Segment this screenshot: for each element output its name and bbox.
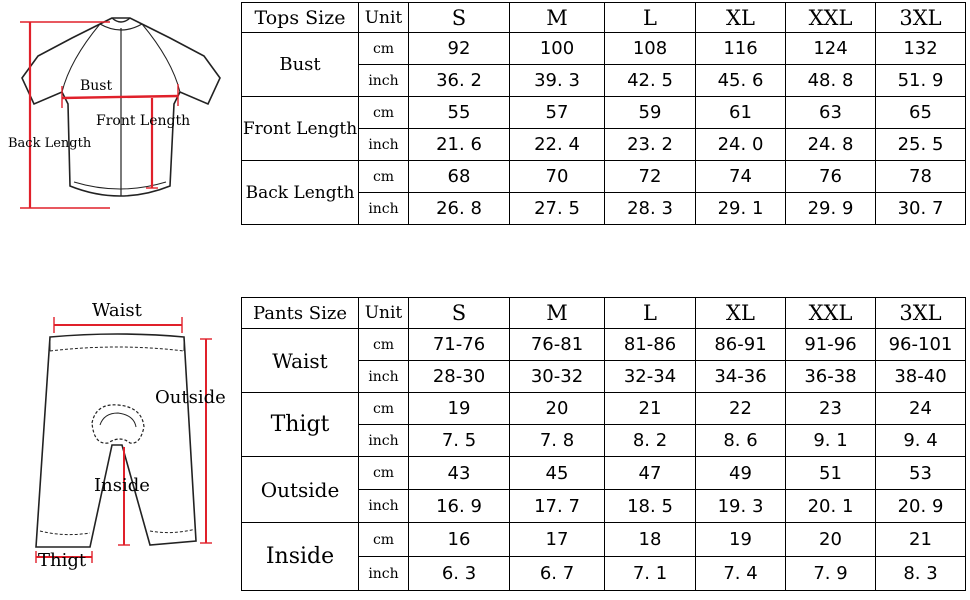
table-cell: 68 [409, 161, 510, 193]
inside-label: Inside [94, 475, 150, 496]
table-cell: 26. 8 [409, 193, 510, 225]
table-cell: 17. 7 [510, 490, 605, 523]
table-cell: 76 [786, 161, 876, 193]
table-cell: 6. 7 [510, 557, 605, 591]
table-cell: 29. 9 [786, 193, 876, 225]
unit-cm: cm [359, 457, 409, 490]
table-cell: 42. 5 [605, 65, 696, 97]
table-cell: 29. 1 [696, 193, 786, 225]
pants-illustration [0, 295, 240, 600]
jersey-illustration [0, 0, 240, 225]
table-cell: 23. 2 [605, 129, 696, 161]
table-cell: 28. 3 [605, 193, 696, 225]
table-cell: 7. 4 [696, 557, 786, 591]
table-cell: 65 [876, 97, 966, 129]
table-cell: 7. 1 [605, 557, 696, 591]
table-cell: 39. 3 [510, 65, 605, 97]
table-cell: 22. 4 [510, 129, 605, 161]
table-cell: 20 [786, 523, 876, 557]
pants-size-s: S [409, 298, 510, 329]
unit-inch: inch [359, 425, 409, 457]
pants-row-outside-cm [242, 457, 966, 490]
table-cell: 38-40 [876, 361, 966, 393]
table-cell: 9. 1 [786, 425, 876, 457]
pants-size-heading: Pants Size [242, 298, 359, 329]
table-cell: 78 [876, 161, 966, 193]
bust-label: Bust [80, 78, 113, 94]
table-cell: 23 [786, 393, 876, 425]
back-length-label: Back Length [8, 136, 92, 151]
table-cell: 61 [696, 97, 786, 129]
table-cell: 53 [876, 457, 966, 490]
tops-size-xl: XL [696, 3, 786, 33]
unit-cm: cm [359, 523, 409, 557]
pants-row-name: Inside [242, 523, 359, 591]
table-cell: 51 [786, 457, 876, 490]
table-cell: 8. 6 [696, 425, 786, 457]
table-cell: 24. 0 [696, 129, 786, 161]
front-length-label: Front Length [96, 113, 191, 129]
table-cell: 71-76 [409, 329, 510, 361]
unit-cm: cm [359, 329, 409, 361]
thigt-label: Thigt [38, 550, 87, 571]
table-cell: 18. 5 [605, 490, 696, 523]
pants-size-l: L [605, 298, 696, 329]
unit-cm: cm [359, 33, 409, 65]
table-cell: 18 [605, 523, 696, 557]
table-cell: 45 [510, 457, 605, 490]
table-cell: 8. 3 [876, 557, 966, 591]
unit-cm: cm [359, 393, 409, 425]
tops-row-front-cm [242, 97, 966, 129]
table-cell: 55 [409, 97, 510, 129]
table-cell: 70 [510, 161, 605, 193]
table-cell: 19 [409, 393, 510, 425]
table-cell: 72 [605, 161, 696, 193]
table-cell: 51. 9 [876, 65, 966, 97]
table-cell: 22 [696, 393, 786, 425]
table-cell: 36. 2 [409, 65, 510, 97]
pants-row-waist-cm [242, 329, 966, 361]
unit-inch: inch [359, 193, 409, 225]
tops-row-name: Front Length [242, 97, 359, 161]
tops-size-heading: Tops Size [242, 3, 359, 33]
table-cell: 24. 8 [786, 129, 876, 161]
table-cell: 27. 5 [510, 193, 605, 225]
table-cell: 76-81 [510, 329, 605, 361]
table-cell: 34-36 [696, 361, 786, 393]
tops-size-3xl: 3XL [876, 3, 966, 33]
table-cell: 7. 8 [510, 425, 605, 457]
table-cell: 30-32 [510, 361, 605, 393]
table-cell: 57 [510, 97, 605, 129]
table-cell: 25. 5 [876, 129, 966, 161]
table-cell: 20. 9 [876, 490, 966, 523]
table-cell: 92 [409, 33, 510, 65]
table-cell: 59 [605, 97, 696, 129]
unit-cm: cm [359, 97, 409, 129]
tops-size-table [241, 2, 966, 225]
table-cell: 124 [786, 33, 876, 65]
pants-drawing [0, 295, 240, 600]
pants-size-table [241, 297, 966, 591]
table-cell: 19. 3 [696, 490, 786, 523]
unit-inch: inch [359, 361, 409, 393]
table-cell: 91-96 [786, 329, 876, 361]
pants-size-3xl: 3XL [876, 298, 966, 329]
table-cell: 17 [510, 523, 605, 557]
tops-unit-heading: Unit [359, 3, 409, 33]
table-cell: 47 [605, 457, 696, 490]
unit-inch: inch [359, 490, 409, 523]
tops-row-back-cm [242, 161, 966, 193]
table-cell: 45. 6 [696, 65, 786, 97]
table-cell: 49 [696, 457, 786, 490]
table-cell: 19 [696, 523, 786, 557]
table-cell: 100 [510, 33, 605, 65]
table-cell: 16 [409, 523, 510, 557]
table-cell: 132 [876, 33, 966, 65]
tops-size-l: L [605, 3, 696, 33]
table-cell: 108 [605, 33, 696, 65]
unit-cm: cm [359, 161, 409, 193]
pants-size-xxl: XXL [786, 298, 876, 329]
table-cell: 43 [409, 457, 510, 490]
pants-size-m: M [510, 298, 605, 329]
tops-size-s: S [409, 3, 510, 33]
pants-row-name: Outside [242, 457, 359, 523]
table-cell: 24 [876, 393, 966, 425]
pants-size-xl: XL [696, 298, 786, 329]
outside-label: Outside [155, 387, 226, 408]
unit-inch: inch [359, 65, 409, 97]
table-cell: 21 [605, 393, 696, 425]
table-cell: 74 [696, 161, 786, 193]
pants-row-name: Thigt [242, 393, 359, 457]
tops-row-bust-cm [242, 33, 966, 65]
table-cell: 30. 7 [876, 193, 966, 225]
table-cell: 7. 5 [409, 425, 510, 457]
table-cell: 81-86 [605, 329, 696, 361]
table-cell: 86-91 [696, 329, 786, 361]
table-cell: 28-30 [409, 361, 510, 393]
pants-row-thigt-cm [242, 393, 966, 425]
table-cell: 20 [510, 393, 605, 425]
table-cell: 21. 6 [409, 129, 510, 161]
pants-header-row [242, 298, 966, 329]
table-cell: 9. 4 [876, 425, 966, 457]
table-cell: 20. 1 [786, 490, 876, 523]
waist-label: Waist [92, 300, 142, 321]
tops-row-name: Bust [242, 33, 359, 97]
table-cell: 32-34 [605, 361, 696, 393]
table-cell: 96-101 [876, 329, 966, 361]
table-cell: 36-38 [786, 361, 876, 393]
pants-row-inside-cm [242, 523, 966, 557]
table-cell: 48. 8 [786, 65, 876, 97]
table-cell: 21 [876, 523, 966, 557]
pants-row-name: Waist [242, 329, 359, 393]
table-cell: 8. 2 [605, 425, 696, 457]
table-cell: 116 [696, 33, 786, 65]
pants-unit-heading: Unit [359, 298, 409, 329]
table-cell: 6. 3 [409, 557, 510, 591]
table-cell: 7. 9 [786, 557, 876, 591]
unit-inch: inch [359, 557, 409, 591]
unit-inch: inch [359, 129, 409, 161]
tops-row-name: Back Length [242, 161, 359, 225]
table-cell: 16. 9 [409, 490, 510, 523]
table-cell: 63 [786, 97, 876, 129]
tops-size-xxl: XXL [786, 3, 876, 33]
tops-size-m: M [510, 3, 605, 33]
tops-header-row [242, 3, 966, 33]
